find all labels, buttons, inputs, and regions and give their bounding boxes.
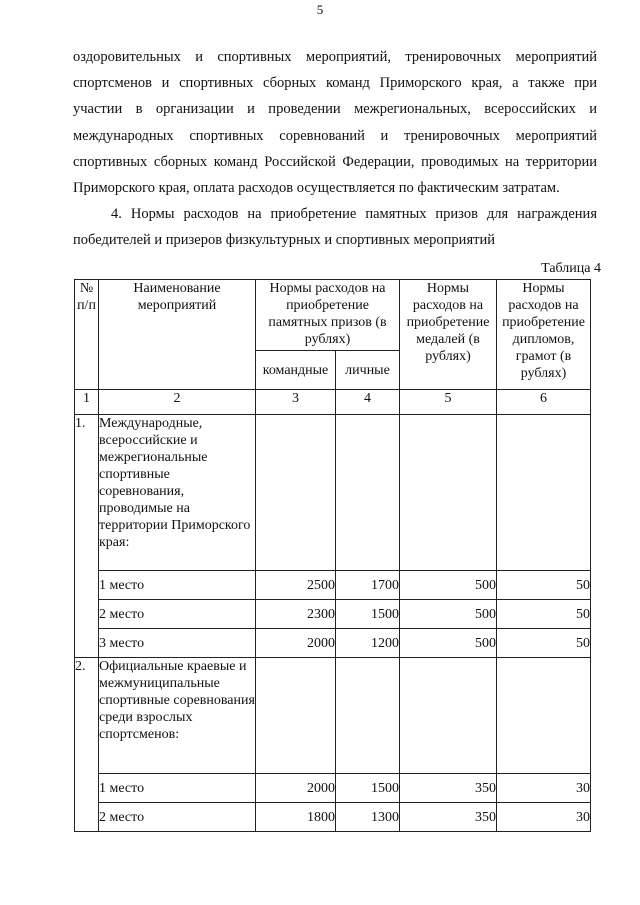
column-number: 6 [497,390,591,415]
paragraph-continued [73,44,597,201]
diplomas-value: 30 [497,803,591,832]
section-title: Международные, всероссийские и межрегиональные спортивные соревнования, проводимые на территории Приморского края: [99,415,256,571]
table-caption: Таблица 4 [541,261,601,276]
column-number: 5 [400,390,497,415]
header-prizes: Нормы расходов на приобретение памятных призов (в рублях) [256,280,400,351]
team-value: 2500 [256,571,336,600]
header-medals: Нормы расходов на приобретение медалей (в рублях) [400,280,497,390]
medals-value: 500 [400,571,497,600]
place-cell: 1 место [99,774,256,803]
column-number: 3 [256,390,336,415]
header-num: № п/п [75,280,99,390]
table-row [75,629,591,658]
page-number: 5 [316,2,324,17]
column-number: 1 [75,390,99,415]
table-row [75,600,591,629]
column-number: 2 [99,390,256,415]
text-line: Приморского края, оплата расходов осуществляется по фактическим затратам. [73,180,560,197]
personal-value: 1700 [336,571,400,600]
diplomas-value: 50 [497,571,591,600]
column-number-row [75,390,591,415]
personal-value: 1500 [336,774,400,803]
section-title-row [75,658,591,774]
section-heading-paragraph [73,201,597,253]
team-value: 2000 [256,629,336,658]
header-personal: личные [336,351,400,390]
text-line: международных спортивных соревнований и тренировочных мероприятий [73,127,597,144]
header-diplomas: Нормы расходов на приобретение дипломов, грамот (в рублях) [497,280,591,390]
section-number: 2. [75,658,99,832]
place-cell: 2 место [99,600,256,629]
medals-value: 500 [400,600,497,629]
section-number: 1. [75,415,99,658]
place-cell: 2 место [99,803,256,832]
column-number: 4 [336,390,400,415]
medals-value: 350 [400,803,497,832]
header-team: командные [256,351,336,390]
text-line: участии в организации и проведении межрегиональных, всероссийских и [73,101,597,118]
personal-value: 1500 [336,600,400,629]
medals-value: 500 [400,629,497,658]
table-header-row [75,280,591,351]
text-line: спортсменов и спортивных сборных команд Приморского края, а также при [73,75,597,92]
text-line: 4. Нормы расходов на приобретение памятных призов для награждения [111,206,597,222]
text-line: победителей и призеров физкультурных и спортивных мероприятий [73,232,495,249]
text-line: спортивных сборных команд Российской Федерации, проводимых на территории [73,153,597,170]
diplomas-value: 50 [497,629,591,658]
team-value: 1800 [256,803,336,832]
diplomas-value: 50 [497,600,591,629]
personal-value: 1300 [336,803,400,832]
place-cell: 3 место [99,629,256,658]
section-title: Официальные краевые и межмуниципальные спортивные соревнования среди взрослых спортсменов: [99,658,256,774]
section-title-row [75,415,591,571]
personal-value: 1200 [336,629,400,658]
text-line: оздоровительных и спортивных мероприятий, тренировочных мероприятий [73,49,597,65]
table-row [75,803,591,832]
table-row [75,571,591,600]
table-row [75,774,591,803]
team-value: 2000 [256,774,336,803]
norms-table [74,279,591,832]
team-value: 2300 [256,600,336,629]
diplomas-value: 30 [497,774,591,803]
place-cell: 1 место [99,571,256,600]
header-name: Наименование мероприятий [99,280,256,390]
medals-value: 350 [400,774,497,803]
